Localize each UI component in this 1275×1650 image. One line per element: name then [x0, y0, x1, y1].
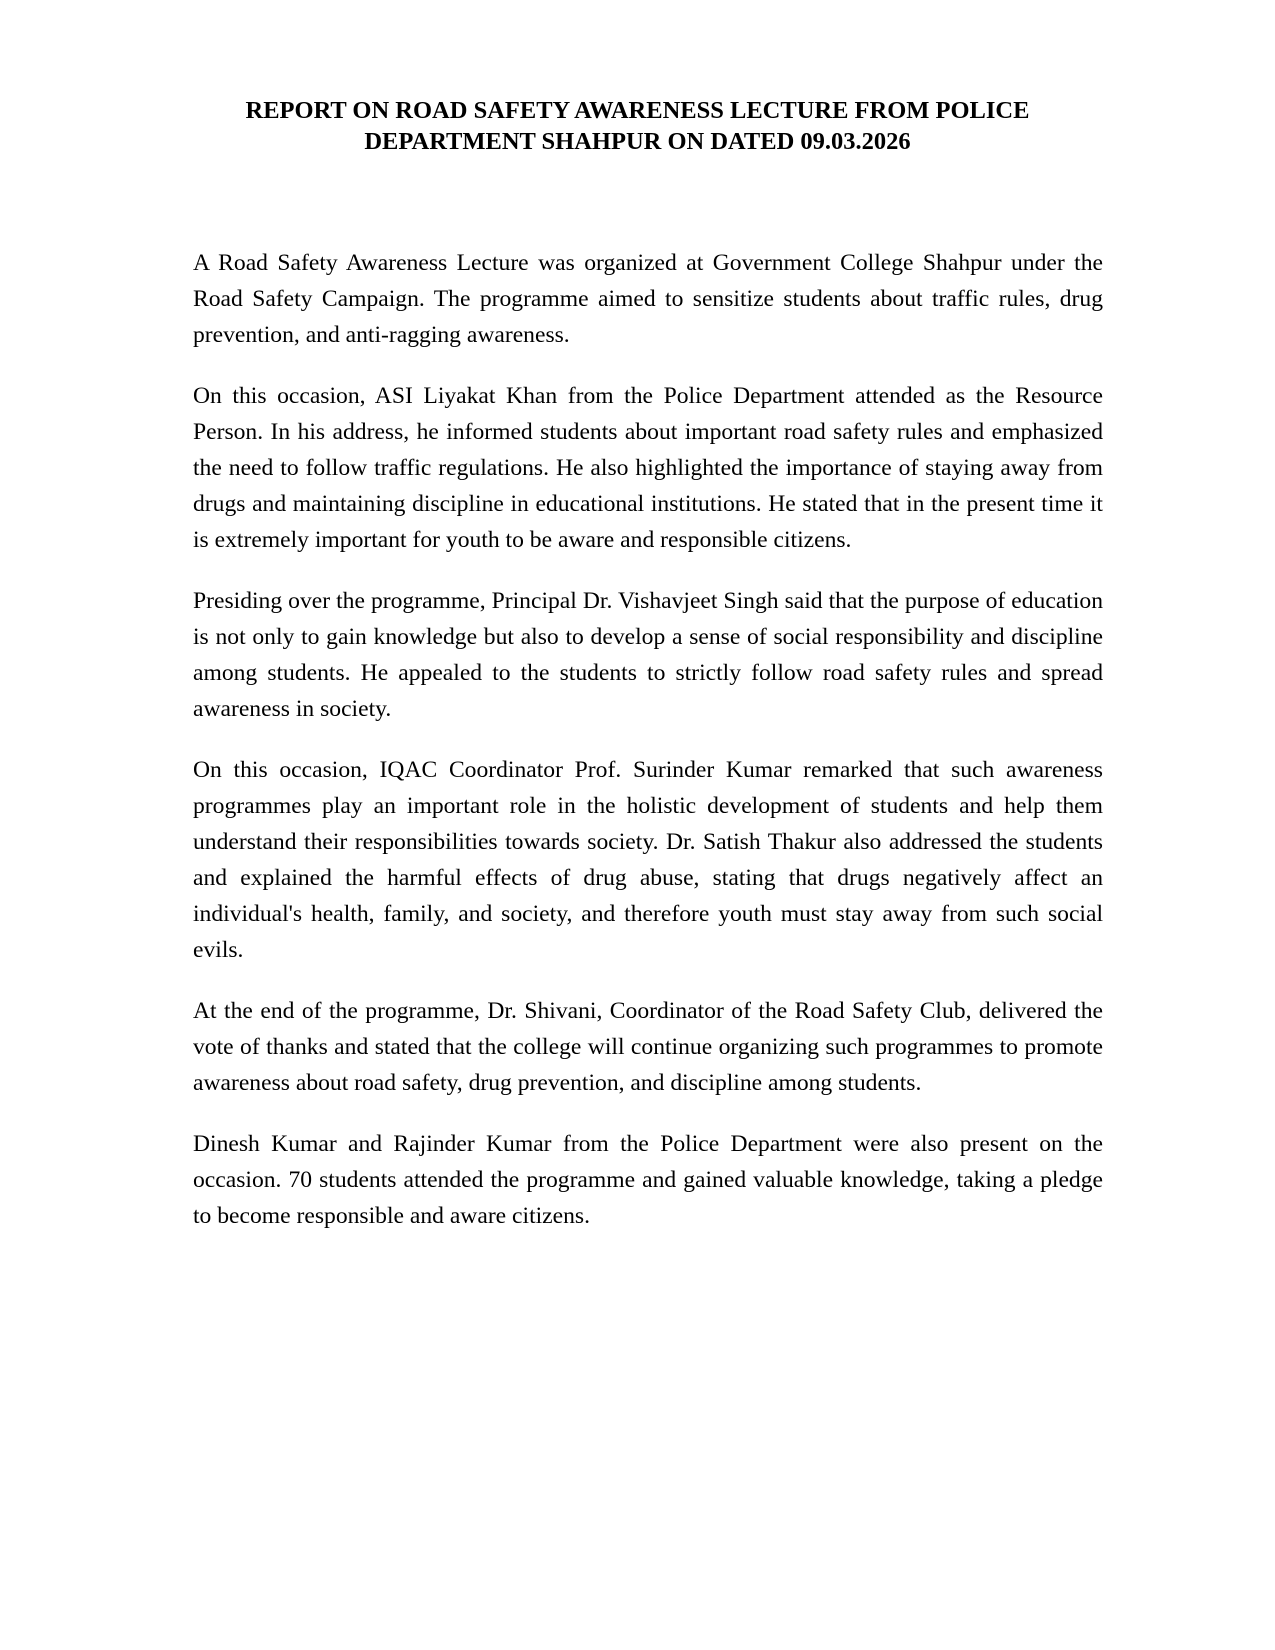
paragraph-attendance: Dinesh Kumar and Rajinder Kumar from the Police Department were also present on the occasion. 70 students attended the programme and gained valuable knowledge, taking a pledge to become responsible and aware citizens. — [193, 1131, 1103, 1229]
paragraph-principal-address: Presiding over the programme, Principal Dr. Vishavjeet Singh said that the purpose of education is not only to gain knowledge but also to develop a sense of social responsibility and discipline among students. He appealed to the students to strictly follow road safety rules and spread awareness in society. — [193, 588, 1103, 722]
paragraph-introduction: A Road Safety Awareness Lecture was organized at Government College Shahpur under the Road Safety Campaign. The programme aimed to sensitize students about traffic rules, drug prevention, and anti-ragging awareness. — [193, 250, 1103, 348]
report-title — [150, 95, 1125, 157]
paragraph-resource-person: On this occasion, ASI Liyakat Khan from the Police Department attended as the Resource Person. In his address, he informed students about important road safety rules and emphasized the need to follow traffic regulations. He also highlighted the importance of staying away from drugs and maintaining discipline in educational institutions. He stated that in the present time it is extremely important for youth to be aware and responsible citizens. — [193, 383, 1103, 553]
paragraph-iqac-remarks: On this occasion, IQAC Coordinator Prof. Surinder Kumar remarked that such awareness programmes play an important role in the holistic development of students and help them understand their responsibilities towards society. Dr. Satish Thakur also addressed the students and explained the harmful effects of drug abuse, stating that drugs negatively affect an individual's health, family, and society, and therefore youth must stay away from such social evils. — [193, 757, 1103, 963]
paragraph-vote-of-thanks: At the end of the programme, Dr. Shivani, Coordinator of the Road Safety Club, delivered the vote of thanks and stated that the college will continue organizing such programmes to promote awareness about road safety, drug prevention, and discipline among students. — [193, 998, 1103, 1096]
report-body — [193, 245, 1103, 1259]
report-title-line-2: DEPARTMENT SHAHPUR ON DATED 09.03.2026 — [364, 128, 911, 155]
report-title-line-1: REPORT ON ROAD SAFETY AWARENESS LECTURE FROM POLICE — [245, 97, 1030, 124]
